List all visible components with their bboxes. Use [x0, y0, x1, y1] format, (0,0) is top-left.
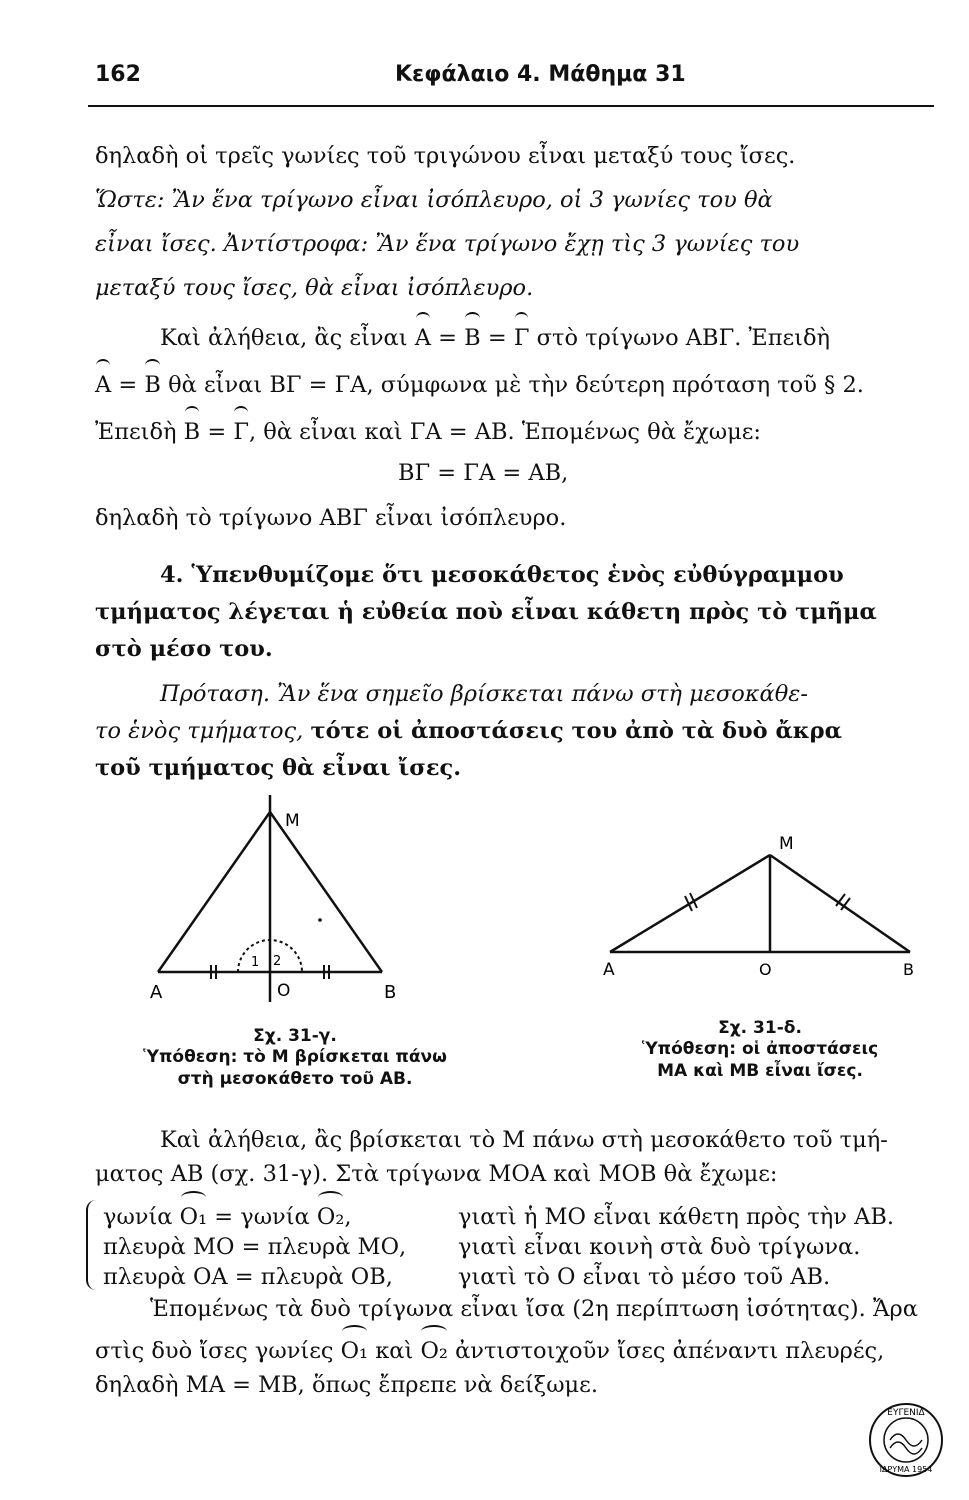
text-line: μεταξύ τους ἴσες, θὰ εἶναι ἰσόπλευρο.: [95, 275, 534, 301]
text-span: καὶ: [368, 1338, 421, 1364]
text-span: , θὰ εἶναι καὶ ΓΑ = ΑΒ. Ἑπομένως θὰ ἔχωμε:: [248, 419, 761, 445]
angle-G: Γ: [233, 419, 249, 445]
proof-row: [103, 1204, 352, 1231]
angle-B: B: [464, 325, 481, 351]
text-span: Καὶ ἀλήθεια, ἂς εἶναι: [160, 325, 415, 351]
text-span: στὸ τρίγωνο ΑΒΓ. Ἐπειδὴ: [529, 325, 830, 351]
dot: [318, 918, 322, 922]
text-span: στὶς δυὸ ἴσες γωνίες: [95, 1338, 341, 1364]
caption-line: στὴ μεσοκάθετο τοῦ ΑΒ.: [177, 1068, 413, 1089]
angle-O2: O₂: [420, 1338, 448, 1364]
definition-line: στὸ μέσο του.: [95, 636, 273, 662]
label-O: O: [759, 960, 772, 979]
text-line: δηλαδὴ τὸ τρίγωνο ΑΒΓ εἶναι ἰσόπλευρο.: [95, 505, 567, 531]
text-span: =: [480, 325, 514, 351]
label-A: A: [150, 982, 163, 1003]
seal-ornament: [890, 1434, 922, 1446]
text-span: τότε οἱ ἀποστάσεις του ἀπὸ τὰ δυὸ ἄκρα: [310, 718, 842, 744]
angle-O1: O₁: [179, 1204, 208, 1230]
running-title: Κεφάλαιο 4. Μάθημα 31: [395, 62, 686, 87]
figure-31-d-caption: [560, 1018, 960, 1082]
text-line: Ὥστε: Ἂν ἕνα τρίγωνο εἶναι ἰσόπλευρο, οἱ 3 γωνίες του θὰ: [95, 187, 773, 213]
seal-text-top: ΕΥΓΕΝΙΔ: [887, 1408, 925, 1418]
text-line: Ἑπομένως τὰ δυὸ τρίγωνα εἶναι ἴσα (2η περίπτωση ἰσότητας). Ἄρα: [150, 1296, 918, 1322]
label-M: M: [285, 811, 300, 831]
institution-seal: [866, 1400, 946, 1480]
label-M: M: [779, 834, 794, 854]
text-line: [95, 372, 864, 399]
angle-label-1: 1: [251, 955, 260, 970]
text-line: [95, 1338, 884, 1365]
brace: [86, 1200, 98, 1290]
caption-line: Σχ. 31-δ.: [718, 1018, 802, 1038]
caption-line: Σχ. 31-γ.: [253, 1026, 337, 1046]
figure-31-g: [140, 790, 420, 1015]
label-B: B: [384, 982, 397, 1003]
figure-31-d: [595, 825, 935, 985]
text-span: γωνία: [103, 1204, 180, 1230]
caption-line: Ὑπόθεση: οἱ ἀποστάσεις: [641, 1039, 879, 1060]
segment-MB: [770, 855, 910, 952]
angle-B: B: [183, 419, 201, 445]
proof-row: πλευρὰ ΟΑ = πλευρὰ ΟΒ,: [103, 1264, 393, 1290]
text-line: εἶναι ἴσες. Ἀντίστροφα: Ἂν ἕνα τρίγωνο ἔχῃ τὶς 3 γωνίες του: [95, 231, 800, 257]
text-span: ἀντιστοιχοῦν ἴσες ἀπέναντι πλευρές,: [447, 1338, 885, 1364]
text-line: Καὶ ἀλήθεια, ἂς βρίσκεται τὸ Μ πάνω στὴ μεσοκάθετο τοῦ τμή-: [160, 1127, 888, 1153]
angle-B: B: [144, 372, 161, 398]
caption-line: ΜΑ καὶ ΜΒ εἶναι ἴσες.: [657, 1060, 863, 1081]
proof-reason: γιατὶ ἡ ΜΟ εἶναι κάθετη πρὸς τὴν ΑΒ.: [458, 1204, 895, 1230]
equation-line: ΒΓ = ΓΑ = ΑΒ,: [398, 460, 569, 486]
figure-31-g-caption: [95, 1026, 495, 1090]
segment-MB: [270, 812, 382, 972]
proof-reason: γιατὶ εἶναι κοινὴ στὰ δυὸ τρίγωνα.: [458, 1234, 861, 1260]
angle-label-2: 2: [273, 954, 282, 969]
definition-line: τμήματος λέγεται ἡ εὐθεία ποὺ εἶναι κάθετη πρὸς τὸ τμῆμα: [95, 599, 877, 625]
text-span: θὰ εἶναι ΒΓ = ΓΑ, σύμφωνα μὲ τὴν δεύτερη πρόταση τοῦ § 2.: [160, 372, 864, 398]
text-line: δηλαδὴ ΜΑ = ΜΒ, ὅπως ἔπρεπε νὰ δείξωμε.: [95, 1372, 598, 1398]
angle-G: Γ: [513, 325, 530, 351]
label-B: B: [903, 960, 914, 979]
text-line: ματος ΑΒ (σχ. 31-γ). Στὰ τρίγωνα ΜΟΑ καὶ ΜΟΒ θὰ ἔχωμε:: [95, 1161, 778, 1187]
text-span: =: [111, 372, 145, 398]
segment-MA: [610, 855, 770, 952]
label-O: O: [277, 981, 291, 1001]
proposition-line: Πρόταση. Ἂν ἕνα σημεῖο βρίσκεται πάνω στὴ μεσοκάθε-: [160, 681, 808, 707]
angle-O1: O₁: [340, 1338, 369, 1364]
page-number: 162: [95, 62, 141, 87]
text-span: =: [430, 325, 465, 351]
proposition-line: [95, 718, 842, 745]
angle-O2: O₂: [316, 1204, 345, 1230]
seal-text-bottom: ΙΔΡΥΜΑ 1954: [879, 1465, 933, 1474]
text-line: [95, 419, 761, 446]
proposition-line: τοῦ τμήματος θὰ εἶναι ἴσες.: [95, 755, 462, 781]
text-span: το ἑνὸς τμήματος,: [95, 718, 311, 744]
angle-A: A: [95, 372, 112, 398]
text-line: δηλαδὴ οἱ τρεῖς γωνίες τοῦ τριγώνου εἶναι μεταξύ τους ἴσες.: [95, 143, 796, 169]
segment-MA: [158, 812, 270, 972]
angle-A: A: [414, 325, 431, 351]
text-line: [160, 325, 830, 352]
proof-reason: γιατὶ τὸ Ο εἶναι τὸ μέσο τοῦ ΑΒ.: [458, 1264, 831, 1290]
caption-line: Ὑπόθεση: τὸ Μ βρίσκεται πάνω: [143, 1047, 447, 1068]
text-span: =: [200, 419, 234, 445]
definition-line: 4. Ὑπενθυμίζομε ὅτι μεσοκάθετος ἑνὸς εὐθύγραμμου: [160, 562, 844, 588]
text-span: Ἐπειδὴ: [95, 419, 184, 445]
text-span: ,: [344, 1204, 352, 1230]
text-span: = γωνία: [207, 1204, 317, 1230]
proof-row: πλευρὰ ΜΟ = πλευρὰ ΜΟ,: [103, 1234, 407, 1260]
label-A: A: [603, 960, 615, 980]
seal-ornament: [890, 1442, 922, 1454]
header-rule: [88, 105, 934, 107]
